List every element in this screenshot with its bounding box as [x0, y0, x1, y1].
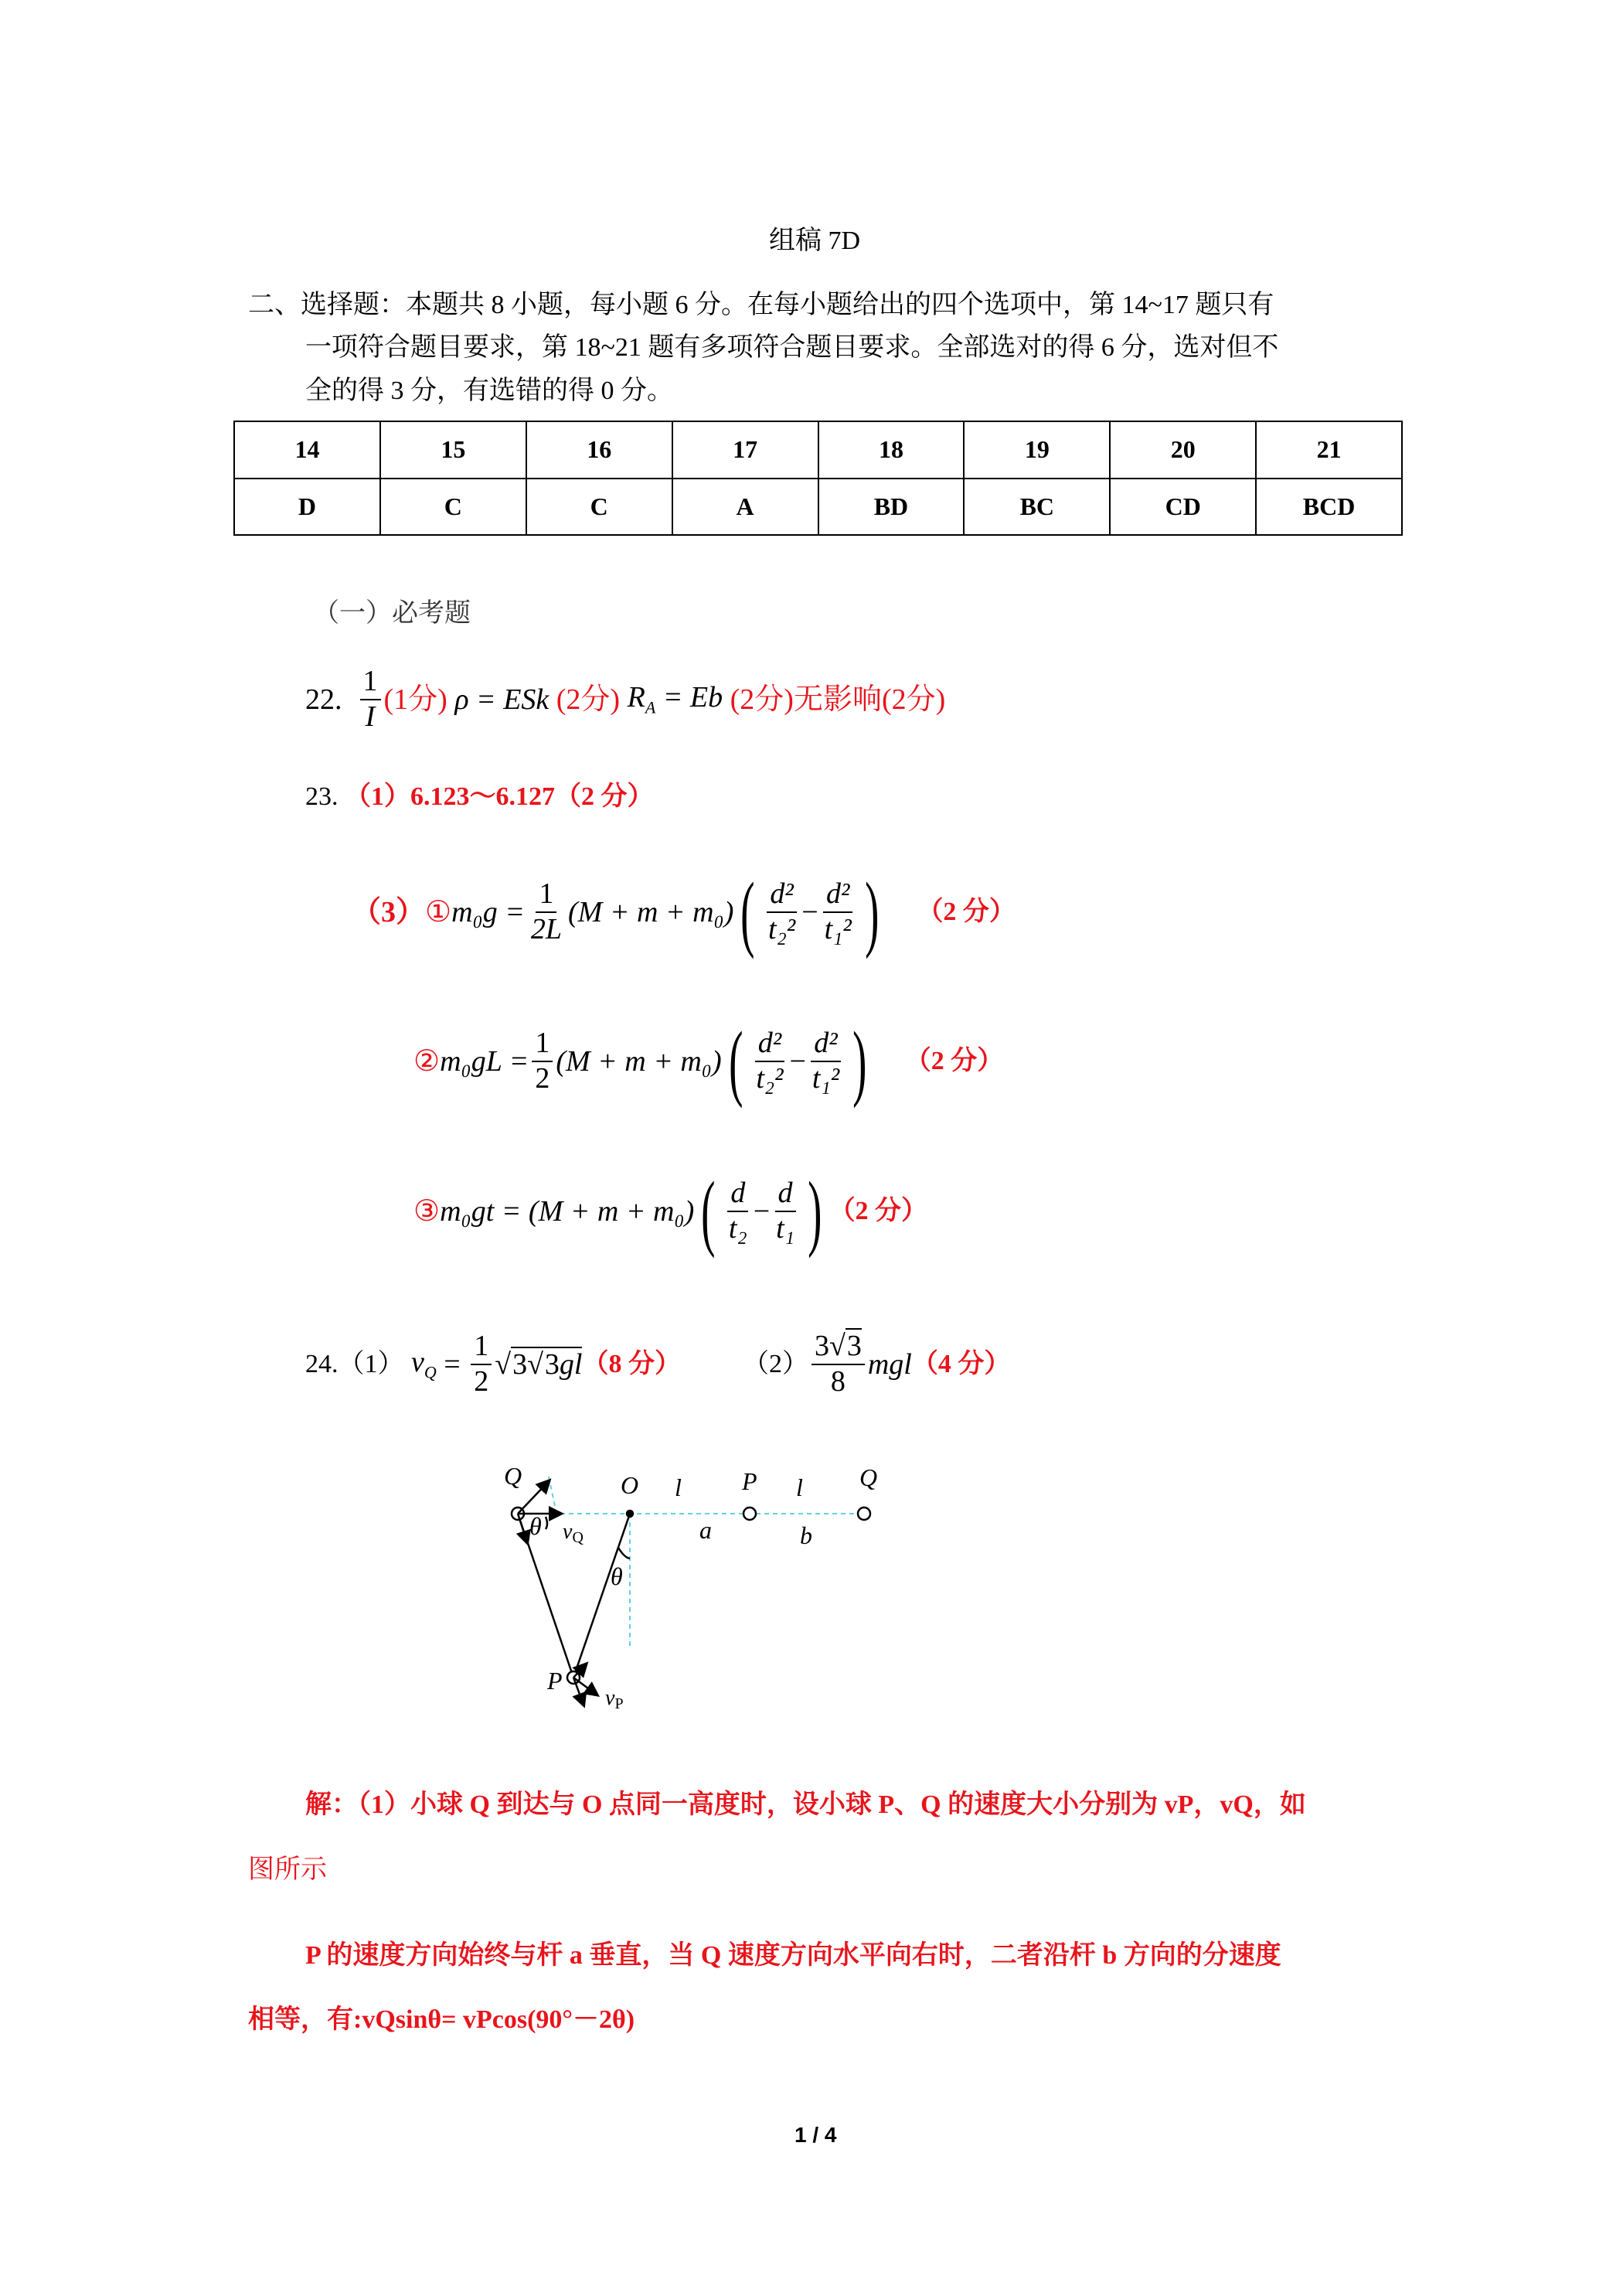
numerator: d²: [823, 877, 852, 913]
ball-p-top: [743, 1507, 756, 1520]
eq2-circle: ②: [413, 1045, 441, 1078]
eq1-lhs: m₀g =: [451, 896, 525, 928]
denominator: 2: [535, 1062, 550, 1095]
numerator: 1: [471, 1330, 492, 1365]
answer-table-answers: [234, 479, 1402, 536]
question-number: 17: [672, 421, 818, 479]
q22-label: 22.: [305, 683, 342, 716]
answer-cell: C: [526, 479, 672, 536]
numerator: 1: [360, 665, 381, 700]
eq2-mass: (M + m + m₀): [556, 1045, 722, 1078]
eq3-lhs: m₀gt = (M + m + m₀): [440, 1195, 695, 1228]
denominator: 8: [830, 1364, 846, 1398]
eq1-circle: ①: [425, 896, 452, 928]
pivot-o: [627, 1511, 633, 1517]
v: v: [605, 1686, 615, 1710]
label-theta2: θ: [611, 1562, 623, 1590]
label-vq: [563, 1520, 584, 1546]
q22-score2: (2分): [556, 683, 621, 716]
guide-lines: [518, 1477, 864, 1647]
label-p-bottom: P: [547, 1667, 563, 1695]
denominator: t₂²: [756, 1062, 784, 1095]
label-l1: l: [675, 1473, 682, 1501]
eq1-mass: (M + m + m₀): [568, 896, 734, 928]
eq1-score: （2 分）: [917, 898, 1016, 926]
eq1-frac: [528, 877, 565, 946]
solution-line4: 相等，有:vQsinθ= vPcos(90°－2θ): [248, 2005, 635, 2034]
denominator: I: [365, 700, 376, 733]
vq: [411, 1347, 437, 1381]
answer-cell: BCD: [1256, 479, 1402, 536]
question-number: 14: [234, 421, 380, 479]
denominator: 2L: [530, 913, 563, 945]
solution-line3: P 的速度方向始终与杆 a 垂直，当 Q 速度方向水平向右时，二者沿杆 b 方向的分速度: [305, 1941, 1281, 1970]
label-q-right: Q: [859, 1463, 878, 1491]
v: v: [563, 1520, 573, 1544]
answer-cell: D: [234, 479, 380, 536]
q22-text: 无影响(2分): [793, 683, 946, 716]
q24-part2: （2）: [742, 1349, 808, 1378]
numerator: d: [775, 1177, 796, 1212]
sqrt-expression: √3√3gl: [495, 1347, 583, 1381]
denominator: t₁²: [812, 1062, 840, 1095]
answer-cell: BC: [964, 479, 1110, 536]
ans2-tail: mgl: [867, 1347, 912, 1381]
eq2-lhs: m₀gL =: [440, 1045, 529, 1078]
sub: Q: [572, 1529, 584, 1546]
denominator: 2: [474, 1364, 489, 1398]
numerator: 1: [536, 877, 556, 913]
section-instructions-line1: 二、选择题：本题共 8 小题，每小题 6 分。在每小题给出的四个选项中，第 14~17 题只有: [248, 291, 1274, 319]
question-number: 20: [1110, 421, 1256, 479]
sub: Q: [424, 1362, 437, 1382]
answer-table: [233, 421, 1403, 536]
question-number: 16: [526, 421, 672, 479]
answer-cell: A: [672, 479, 818, 536]
page-title: 组稿 7D: [769, 227, 861, 255]
q22-score3: (2分): [730, 683, 794, 716]
ball-q-right: [858, 1507, 870, 1520]
eq2-score: （2 分）: [904, 1047, 1004, 1075]
q23-part1: （1）6.123～6.127（2 分）: [345, 782, 654, 811]
label-vp: [605, 1686, 624, 1712]
equals: =: [436, 1347, 468, 1381]
q24-score2: （4 分）: [911, 1349, 1011, 1378]
denominator: t₁²: [824, 913, 852, 945]
root: 3: [846, 1330, 862, 1362]
page-number: 1 / 4: [794, 2123, 837, 2147]
v: v: [411, 1345, 424, 1378]
q22-expr2: [627, 680, 723, 717]
expr2-sub: A: [645, 697, 656, 717]
denominator: t₂: [728, 1212, 747, 1245]
numerator: d²: [767, 877, 796, 913]
answer-cell: C: [380, 479, 526, 536]
q22-fraction: [360, 665, 381, 734]
answer-cell: BD: [818, 479, 965, 536]
question-number: 21: [1256, 421, 1402, 479]
q22-answer: [305, 665, 945, 734]
label-p-top: P: [742, 1467, 757, 1495]
numerator: 1: [532, 1027, 553, 1062]
solution-line1: 解：（1）小球 Q 到达与 O 点同一高度时，设小球 P、Q 的速度大小分别为 vP，vQ，如: [305, 1790, 1306, 1819]
minus: −: [801, 896, 818, 928]
q24-score1: （8 分）: [582, 1349, 681, 1378]
inner: 3: [544, 1347, 560, 1381]
coef: 3: [512, 1347, 528, 1381]
q24-answer: 24.（1） $v_Q$ = $\frac{1}{2}$ √3√3gl （8 分） （2） $\frac{3√3}{8}$ mgl （4 分）: [305, 1330, 1011, 1398]
label-o: O: [621, 1471, 639, 1499]
label-a: a: [699, 1516, 712, 1544]
answer-table-numbers: [234, 421, 1402, 479]
eq3-circle: ③: [413, 1195, 441, 1228]
numerator: d²: [755, 1027, 784, 1062]
denominator: t₂²: [768, 913, 796, 945]
question-number: 19: [964, 421, 1110, 479]
minus: −: [789, 1045, 806, 1078]
numerator: d²: [811, 1027, 840, 1062]
q22-score1: (1分): [383, 683, 447, 716]
section-instructions-line3: 全的得 3 分，有选错的得 0 分。: [305, 376, 673, 405]
tail: gl: [559, 1347, 583, 1381]
sub: P: [614, 1695, 624, 1712]
label-l2: l: [796, 1473, 803, 1501]
question-number: 18: [818, 421, 965, 479]
solution-line2: 图所示: [248, 1855, 327, 1884]
q24-label: 24.（1）: [305, 1349, 404, 1378]
expr2-rest: = Eb: [655, 680, 723, 714]
label-theta1: θ: [529, 1512, 542, 1540]
expr2-main: R: [627, 680, 645, 714]
denominator: t₁: [776, 1212, 794, 1245]
q23-eq1: （3） ① m₀g = $\frac{1}{2L}$ (M + m + m₀) ( $\frac{\text{d²}}{\text{t₂²}}$ − $\frac{\text{d²}}{\text{t₁²}}$ ) （2 分）: [352, 865, 1016, 959]
q23-label: 23.: [305, 782, 339, 811]
question-number: 15: [380, 421, 526, 479]
q23-eq3: ③ m₀gt = (M + m + m₀) ( $\frac{d}{\text{t₂}}$ − $\frac{d}{\text{t₁}}$ ) （2 分）: [413, 1164, 928, 1259]
required-heading: （一）必考题: [313, 599, 471, 628]
label-q-left: Q: [504, 1462, 522, 1490]
minus: −: [753, 1195, 771, 1228]
q23-eq2: ② m₀gL = $\frac{1}{2}$ (M + m + m₀) ( $\frac{\text{d²}}{\text{t₂²}}$ − $\frac{\text{d²}}{\text{t₁²}}$ ) （2 分）: [413, 1014, 1004, 1109]
eq3-score: （2 分）: [829, 1197, 928, 1225]
label-b: b: [800, 1521, 812, 1549]
coef: 3: [814, 1330, 829, 1362]
answer-cell: CD: [1110, 479, 1256, 536]
mechanics-diagram: [495, 1453, 1159, 1732]
q22-expr1: ρ = ESk: [454, 683, 550, 716]
section-instructions-line2: 一项符合题目要求，第 18~21 题有多项符合题目要求。全部选对的得 6 分，选对但不: [305, 333, 1279, 362]
q23-part3-label: （3）: [352, 896, 426, 928]
q23-line1: [305, 784, 654, 810]
numerator: d: [727, 1177, 748, 1212]
